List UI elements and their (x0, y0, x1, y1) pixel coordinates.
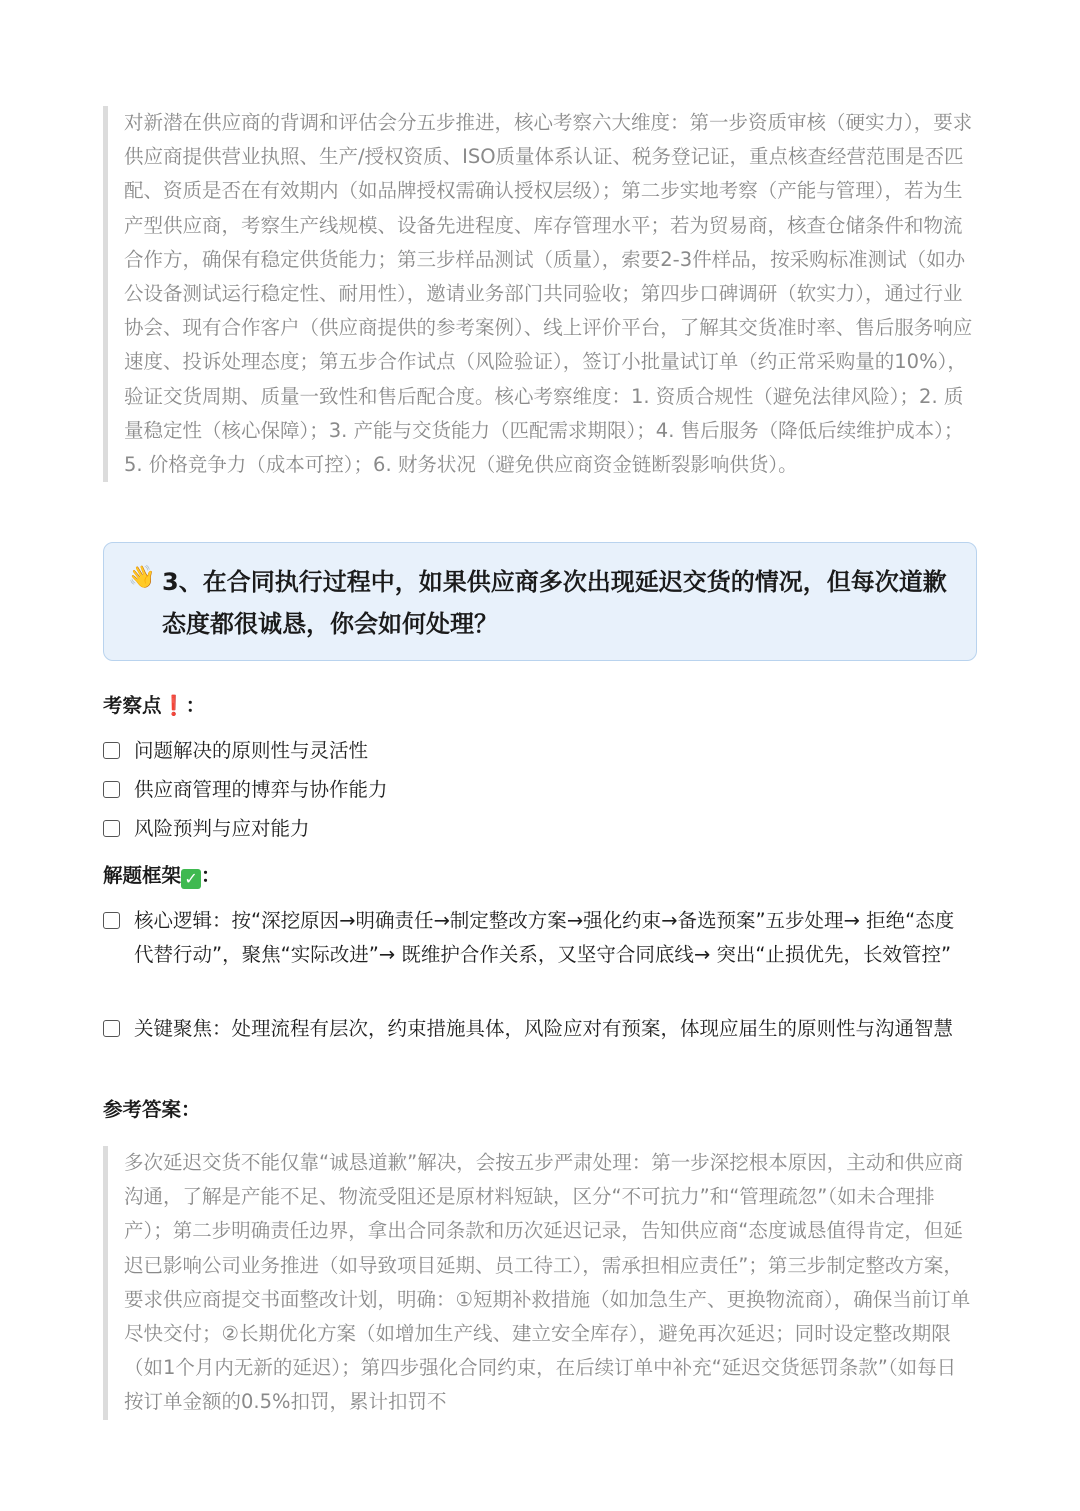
answer-quote-block (103, 106, 975, 482)
list-item (103, 904, 963, 972)
framework-heading (103, 860, 221, 889)
list-item-text: 供应商管理的博弈与协作能力 (134, 778, 388, 801)
list-item (103, 1012, 963, 1046)
checkbox[interactable] (103, 742, 120, 759)
checkbox[interactable] (103, 820, 120, 837)
checkbox[interactable] (103, 1020, 120, 1037)
framework-colon: ： (201, 864, 221, 887)
checkbox[interactable] (103, 781, 120, 798)
checkbox[interactable] (103, 912, 120, 929)
question-callout (103, 542, 977, 661)
quote-paragraph: 对新潜在供应商的背调和评估会分五步推进，核心考察六大维度：第一步资质审核（硬实力），要求供应商提供营业执照、生产/授权资质、ISO质量体系认证、税务登记证，重点核查经营范围是否匹配、资质是否在有效期内（如品牌授权需确认授权层级）；第二步实地考察（产能与管理），若为生产型供应商，考察生产线规模、设备先进程度、库存管理水平；若为贸易商，核查仓储条件和物流合作方，确保有稳定供货能力；第三步样品测试（质量），索要2-3件样品，按采购标准测试（如办公设备测试运行稳定性、耐用性），邀请业务部门共同验收；第四步口碑调研（软实力），通过行业协会、现有合作客户（供应商提供的参考案例）、线上评价平台，了解其交货准时率、售后服务响应速度、投诉处理态度；第五步合作试点（风险验证），签订小批量试订单（约正常采购量的10%），验证交货周期、质量一致性和售后配合度。核心考察维度：1. 资质合规性（避免法律风险）；2. 质量稳定性（核心保障）；3. 产能与交货能力（匹配需求期限）；4. 售后服务（降低后续维护成本）；5. 价格竞争力（成本可控）；6. 财务状况（避免供应商资金链断裂影响供货）。 (124, 111, 973, 477)
exclamation-icon: ❗ (161, 694, 186, 717)
list-item-text: 核心逻辑：按“深挖原因→明确责任→制定整改方案→强化约束→备选预案”五步处理→ 拒绝“态度代替行动”，聚焦“实际改进”→ 既维护合作关系，又坚守合同底线→ 突出“止损优先，长效管控” (134, 909, 955, 966)
list-item-text: 风险预判与应对能力 (134, 817, 310, 840)
framework-label: 解题框架 (103, 864, 182, 887)
list-item-text: 关键聚焦：处理流程有层次，约束措施具体，风险应对有预案，体现应届生的原则性与沟通智慧 (134, 1017, 954, 1040)
check-mark-icon: ✓ (181, 869, 201, 889)
list-item-text: 问题解决的原则性与灵活性 (134, 739, 369, 762)
question-title: 3、在合同执行过程中，如果供应商多次出现延迟交货的情况，但每次道歉态度都很诚恳，你会如何处理？ (162, 568, 947, 638)
list-item (103, 773, 963, 807)
exam-points-heading (103, 690, 205, 718)
exam-points-label: 考察点 (103, 694, 162, 717)
reference-answer-heading: 参考答案： (103, 1098, 201, 1121)
answer-quote-block (103, 1146, 975, 1420)
exam-points-colon: ： (185, 694, 206, 717)
list-item (103, 812, 963, 846)
waving-hand-icon: 👋 (128, 565, 156, 590)
quote-paragraph: 多次延迟交货不能仅靠“诚恳道歉”解决，会按五步严肃处理：第一步深挖根本原因，主动和供应商沟通，了解是产能不足、物流受阻还是原材料短缺，区分“不可抗力”和“管理疏忽”（如未合理排产）；第二步明确责任边界，拿出合同条款和历次延迟记录，告知供应商“态度诚恳值得肯定，但延迟已影响公司业务推进（如导致项目延期、员工待工），需承担相应责任”；第三步制定整改方案，要求供应商提交书面整改计划，明确：①短期补救措施（如加急生产、更换物流商），确保当前订单尽快交付；②长期优化方案（如增加生产线、建立安全库存），避免再次延迟；同时设定整改期限（如1个月内无新的延迟）；第四步强化合同约束，在后续订单中补充“延迟交货惩罚条款”（如每日按订单金额的0.5%扣罚，累计扣罚不 (124, 1151, 971, 1414)
list-item (103, 734, 963, 768)
